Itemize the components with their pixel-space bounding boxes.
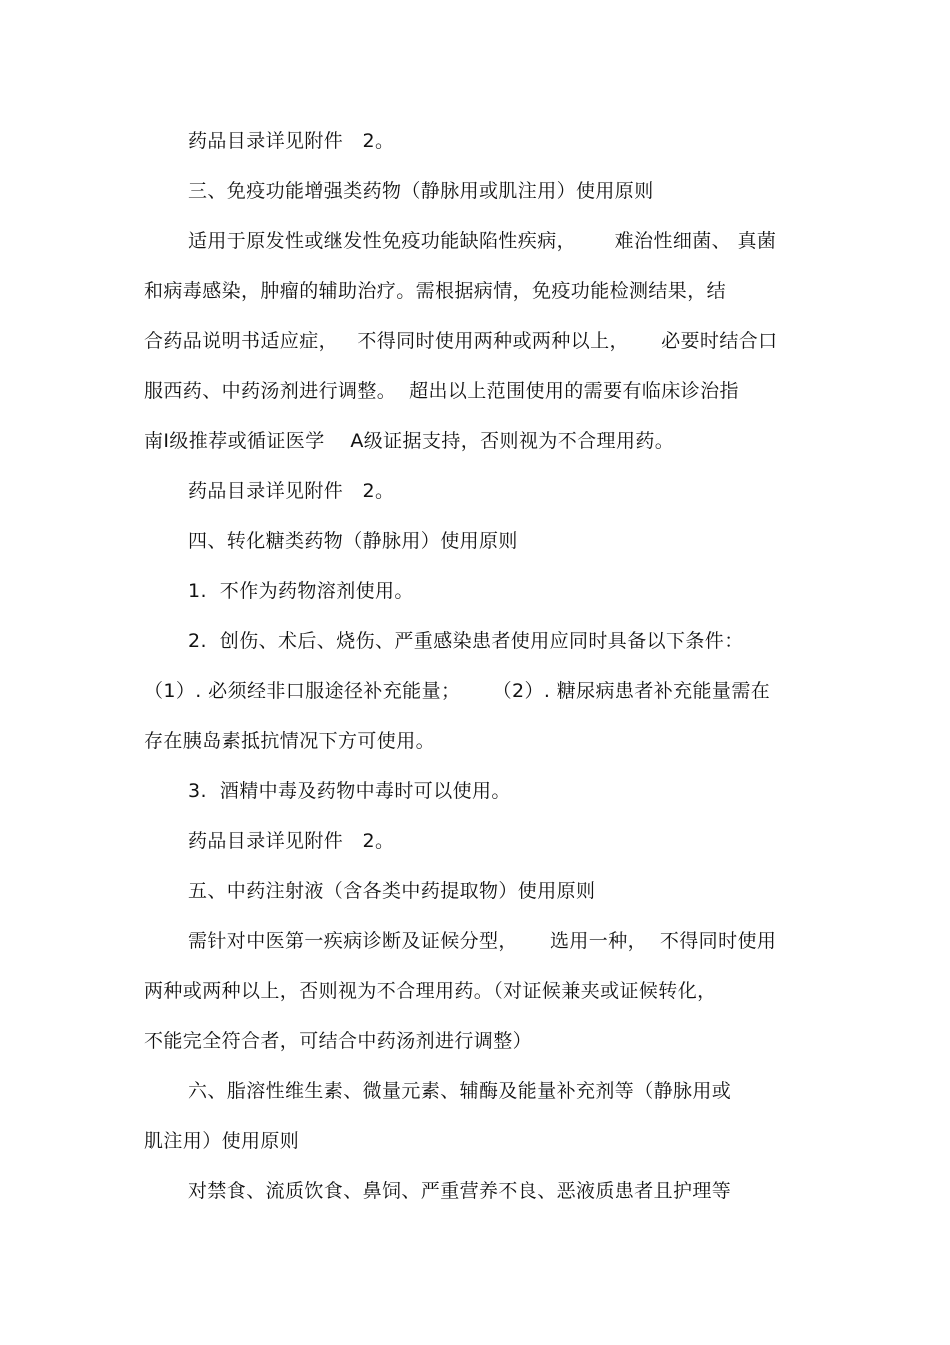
section-4-item-2: 2. 创伤、术后、烧伤、严重感染患者使用应同时具备以下条件： (188, 630, 744, 652)
section-5-heading: 五、中药注射液（含各类中药提取物）使用原则 (188, 880, 596, 902)
section-4-item-2-conditions: （1）. 必须经非口服途径补充能量； （2）. 糖尿病患者补充能量需在 (144, 680, 771, 702)
attachment-note-1: 药品目录详见附件 2。 (188, 130, 395, 152)
section-3-paragraph-line-4: 服西药、中药汤剂进行调整。 超出以上范围使用的需要有临床诊治指 (144, 380, 739, 402)
section-5-paragraph-line-3: 不能完全符合者，可结合中药汤剂进行调整） (144, 1030, 533, 1052)
section-5-paragraph-line-2: 两种或两种以上，否则视为不合理用药。（对证候兼夹或证候转化， (144, 980, 717, 1002)
section-3-heading: 三、免疫功能增强类药物（静脉用或肌注用）使用原则 (188, 180, 654, 202)
section-5-paragraph-line-1: 需针对中医第一疾病诊断及证候分型， 选用一种， 不得同时使用 (188, 930, 777, 952)
section-4-item-2-continuation: 存在胰岛素抵抗情况下方可使用。 (144, 730, 436, 752)
section-4-item-3: 3. 酒精中毒及药物中毒时可以使用。 (188, 780, 511, 802)
section-6-heading-line-1: 六、脂溶性维生素、微量元素、辅酶及能量补充剂等（静脉用或 (188, 1080, 732, 1102)
section-6-heading-line-2: 肌注用）使用原则 (144, 1130, 300, 1152)
attachment-note-2: 药品目录详见附件 2。 (188, 480, 395, 502)
section-6-paragraph-line-1: 对禁食、流质饮食、鼻饲、严重营养不良、恶液质患者且护理等 (188, 1180, 732, 1202)
section-3-paragraph-line-1: 适用于原发性或继发性免疫功能缺陷性疾病， 难治性细菌、 真菌 (188, 230, 777, 252)
section-3-paragraph-line-3: 合药品说明书适应症， 不得同时使用两种或两种以上， 必要时结合口 (144, 330, 778, 352)
section-4-item-1: 1. 不作为药物溶剂使用。 (188, 580, 414, 602)
section-4-heading: 四、转化糖类药物（静脉用）使用原则 (188, 530, 518, 552)
section-3-paragraph-line-5: 南Ⅰ级推荐或循证医学 A级证据支持，否则视为不合理用药。 (144, 430, 675, 452)
section-3-paragraph-line-2: 和病毒感染，肿瘤的辅助治疗。需根据病情，免疫功能检测结果，结 (144, 280, 727, 302)
attachment-note-3: 药品目录详见附件 2。 (188, 830, 395, 852)
